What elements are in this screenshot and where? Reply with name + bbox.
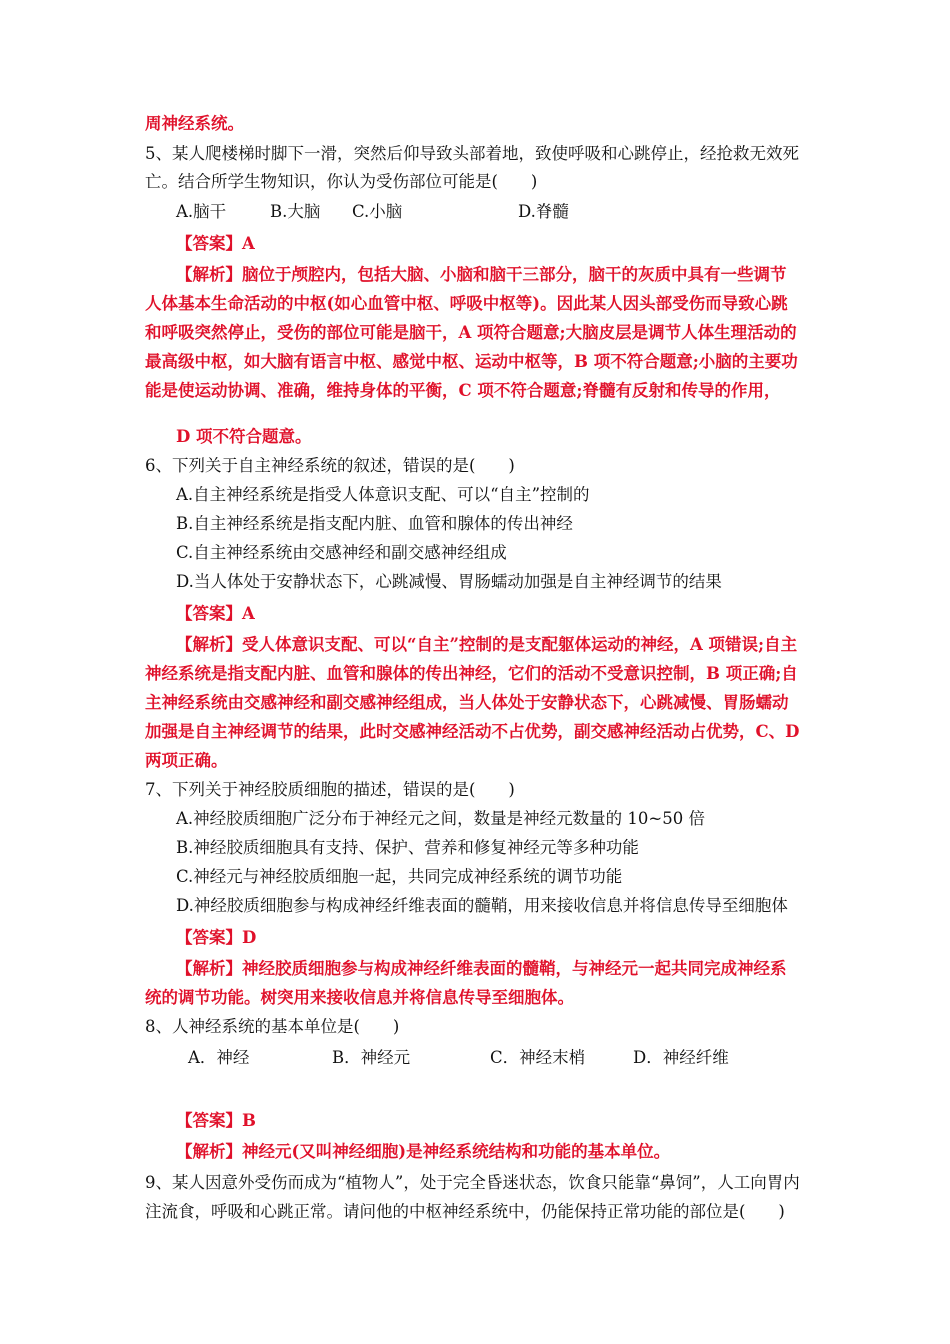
q7-option-d: D.神经胶质细胞参与构成神经纤维表面的髓鞘，用来接收信息并将信息传导至细胞体 — [176, 896, 788, 915]
q8-option-d: D．神经纤维 — [633, 1048, 729, 1067]
text-line: 主神经系统由交感神经和副交感神经组成，当人体处于安静状态下，心跳减慢、胃肠蠕动 — [145, 693, 789, 712]
text-line: 人体基本生命活动的中枢(如心血管中枢、呼吸中枢等)。因此某人因头部受伤而导致心跳 — [145, 294, 788, 313]
text-line: D 项不符合题意。 — [176, 427, 312, 446]
q8-option-c: C．神经末梢 — [490, 1048, 586, 1067]
answer-7: 【答案】D — [176, 928, 257, 947]
analysis-6: 【解析】受人体意识支配、可以“自主”控制的是支配躯体运动的神经，A 项错误;自主 — [176, 635, 798, 654]
text-line: 能是使运动协调、准确，维持身体的平衡，C 项不符合题意;脊髓有反射和传导的作用， — [145, 381, 781, 400]
q6-option-d: D.当人体处于安静状态下，心跳减慢、胃肠蠕动加强是自主神经调节的结果 — [176, 572, 722, 591]
question-8: 8、人神经系统的基本单位是( ) — [145, 1017, 400, 1036]
text-line: 统的调节功能。树突用来接收信息并将信息传导至细胞体。 — [145, 988, 574, 1007]
q8-option-a: A．神经 — [188, 1048, 250, 1067]
question-5: 5、某人爬楼梯时脚下一滑，突然后仰导致头部着地，致使呼吸和心跳停止，经抢救无效死 — [145, 144, 799, 163]
q6-option-c: C.自主神经系统由交感神经和副交感神经组成 — [176, 543, 507, 562]
answer-5: 【答案】A — [176, 234, 255, 253]
q7-option-c: C.神经元与神经胶质细胞一起，共同完成神经系统的调节功能 — [176, 867, 623, 886]
text-line: 和呼吸突然停止，受伤的部位可能是脑干，A 项符合题意;大脑皮层是调节人体生理活动的 — [145, 323, 797, 342]
q6-option-b: B.自主神经系统是指支配内脏、血管和腺体的传出神经 — [176, 514, 573, 533]
q8-option-b: B．神经元 — [332, 1048, 411, 1067]
text-line: 周神经系统。 — [145, 114, 244, 133]
analysis-8: 【解析】神经元(又叫神经细胞)是神经系统结构和功能的基本单位。 — [176, 1142, 671, 1161]
q5-option-d: D.脊髓 — [518, 202, 569, 221]
analysis-5: 【解析】脑位于颅腔内，包括大脑、小脑和脑干三部分，脑干的灰质中具有一些调节 — [176, 265, 787, 284]
text-line: 两项正确。 — [145, 751, 228, 770]
text-line: 加强是自主神经调节的结果，此时交感神经活动不占优势，副交感神经活动占优势，C、D — [145, 722, 800, 741]
question-7: 7、下列关于神经胶质细胞的描述，错误的是( ) — [145, 780, 515, 799]
q6-option-a: A.自主神经系统是指受人体意识支配、可以“自主”控制的 — [176, 485, 590, 504]
question-6: 6、下列关于自主神经系统的叙述，错误的是( ) — [145, 456, 515, 475]
answer-6: 【答案】A — [176, 604, 255, 623]
q5-option-a: A.脑干 — [176, 202, 227, 221]
text-line: 神经系统是指支配内脏、血管和腺体的传出神经，它们的活动不受意识控制，B 项正确;自 — [145, 664, 798, 683]
q7-option-b: B.神经胶质细胞具有支持、保护、营养和修复神经元等多种功能 — [176, 838, 639, 857]
text-line: 最高级中枢，如大脑有语言中枢、感觉中枢、运动中枢等，B 项不符合题意;小脑的主要功 — [145, 352, 798, 371]
q5-option-c: C.小脑 — [352, 202, 403, 221]
text-line: 注流食，呼吸和心跳正常。请问他的中枢神经系统中，仍能保持正常功能的部位是( ) — [145, 1202, 785, 1221]
q7-option-a: A.神经胶质细胞广泛分布于神经元之间，数量是神经元数量的 10~50 倍 — [176, 809, 705, 828]
q5-option-b: B.大脑 — [270, 202, 321, 221]
question-9: 9、某人因意外受伤而成为“植物人”，处于完全昏迷状态，饮食只能靠“鼻饲”，人工向胃内 — [145, 1173, 800, 1192]
answer-8: 【答案】B — [176, 1111, 256, 1130]
text-line: 亡。结合所学生物知识，你认为受伤部位可能是( ) — [145, 172, 538, 191]
analysis-7: 【解析】神经胶质细胞参与构成神经纤维表面的髓鞘，与神经元一起共同完成神经系 — [176, 959, 787, 978]
